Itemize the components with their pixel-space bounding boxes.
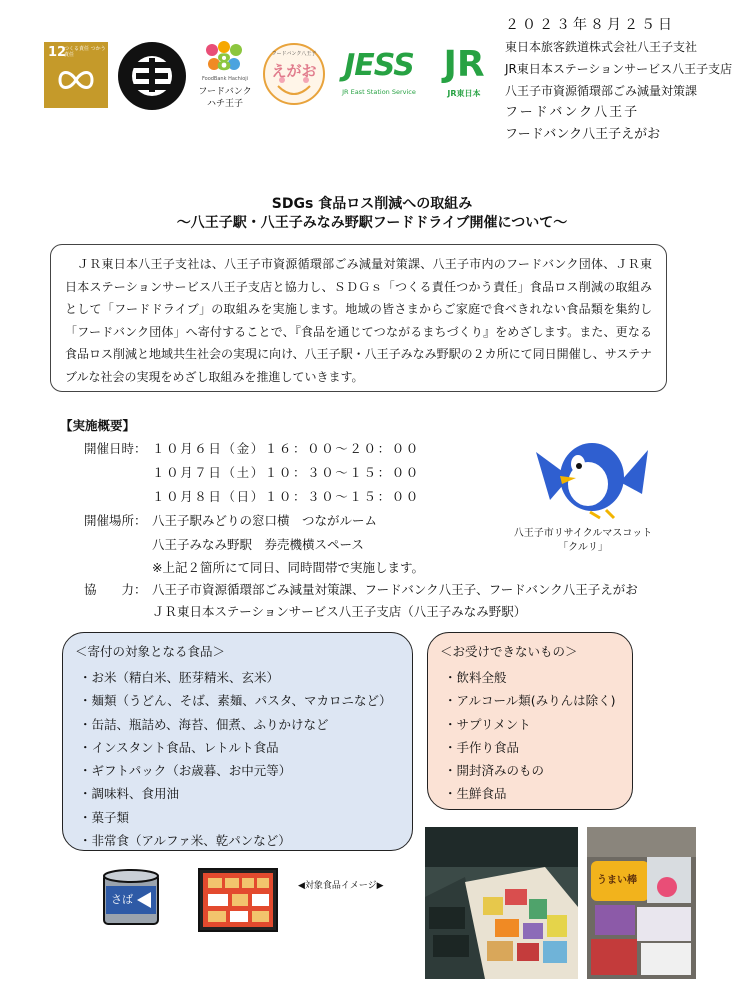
list-item: ・生鮮食品 — [444, 786, 507, 802]
list-item: ・サプリメント — [444, 716, 531, 732]
event-date: １０月８日（日）１０：３０～１５：００ — [152, 489, 420, 504]
food-crates-photo — [425, 827, 578, 979]
foodbank-egao-logo: フードバンク八王子 えがお — [262, 40, 326, 110]
list-item: ・開封済みのもの — [444, 763, 545, 779]
sender-line: フードバンク八王子えがお — [505, 127, 661, 142]
photo-snacks-bag: うまい棒 — [587, 827, 696, 979]
list-item: ・お米（精白米、胚芽精米、玄米） — [79, 670, 280, 685]
list-item: ・麺類（うどん、そば、素麺、パスタ、マカロニなど） — [79, 693, 392, 709]
sender-line: JR東日本ステーションサービス八王子支店 — [505, 62, 733, 76]
rejected-list — [444, 666, 616, 806]
cooperation: 八王子市資源循環部ごみ減量対策課、フードバンク八王子、フードバンク八王子えがお — [152, 582, 638, 597]
kururi-mascot-bird — [530, 422, 650, 522]
event-date: １０月７日（土）１０：３０～１５：００ — [152, 465, 420, 480]
venue: 八王子みなみ野駅 券売機横スペース — [152, 537, 364, 552]
list-item: ・飲料全般 — [444, 670, 507, 685]
venue-note: ※上記２箇所にて同日、同時間帯で実施します。 — [152, 560, 424, 575]
hachioji-city-emblem — [116, 40, 188, 112]
cooperation: ＪＲ東日本ステーションサービス八王子支店（八王子みなみ野駅） — [152, 604, 527, 619]
food-cluster-icon — [204, 40, 244, 76]
page-title: SDGs 食品ロス削減への取組み — [271, 196, 473, 212]
list-item: ・インスタント食品、レトルト食品 — [79, 739, 279, 755]
list-item: ・調味料、食用油 — [79, 786, 180, 802]
infinity-icon — [56, 68, 96, 92]
accepted-foods-box — [62, 632, 413, 851]
foodbank-hachioji-logo: 8 FoodBank Hachioji フードバンク ハチ王子 — [192, 40, 258, 110]
list-item: ・ギフトパック（お歳暮、お中元等） — [79, 763, 292, 779]
overview-heading: 【実施概要】 — [60, 418, 136, 433]
accepted-list — [79, 666, 392, 852]
list-item: ・アルコール類(みりんは除く) — [444, 693, 616, 709]
snacks-bag-photo — [587, 827, 696, 979]
rejected-heading: ＜お受けできないもの＞ — [440, 644, 578, 659]
intro-paragraph: ＪＲ東日本八王子支社は、八王子市資源循環部ごみ減量対策課、八王子市内のフードバンク団体、ＪＲ東日本ステーションサービス八王子支店と協力し、ＳＤＧｓ「つくる責任つかう責任」食品ロス削減の取組みとして「フードドライブ」の取組みを実施します。地域の皆さまからご家庭で食べきれない食品類を集約し「フードバンク団体」へ寄付することで、『食品を通じてつながるまちづくり』をめざします。また、更なる食品ロス削減と地域共生社会の実現に向け、八王子駅・八王子みなみ野駅の２カ所にて同日開催し、サステナブルな社会の実現をめざし取組みを推進していきます。 — [50, 244, 667, 392]
datetime-label: 開催日時： — [84, 441, 147, 456]
venue-label: 開催場所： — [84, 513, 147, 528]
image-caption: ◀対象食品イメージ▶ — [298, 881, 384, 891]
venue: 八王子駅みどりの窓口横 つながルーム — [152, 513, 378, 528]
event-date: １０月６日（金）１６：００～２０：００ — [152, 441, 420, 456]
sender-line: 東日本旅客鉄道株式会社八王子支社 — [505, 40, 698, 54]
list-item: ・手作り食品 — [444, 739, 520, 755]
rejected-items-box — [427, 632, 633, 810]
svg-text:8: 8 — [216, 51, 232, 76]
jess-logo: JESS JR East Station Service — [342, 48, 416, 96]
sender-block — [505, 14, 740, 146]
mascot-caption: 八王子市リサイクルマスコット 「クルリ」 — [513, 528, 653, 553]
gift-pack-illustration — [198, 868, 278, 932]
list-item: ・缶詰、瓶詰め、海苔、佃煮、ふりかけなど — [79, 716, 329, 732]
sender-line: フードバンク八王子 — [505, 105, 640, 120]
accepted-heading: ＜寄付の対象となる食品＞ — [75, 644, 226, 659]
list-item: ・非常食（アルファ米、乾パンなど） — [79, 833, 291, 849]
list-item: ・菓子類 — [79, 809, 130, 825]
sender-line: 八王子市資源循環部ごみ減量対策課 — [505, 84, 698, 98]
photo-food-crates — [425, 827, 578, 979]
page-subtitle: ～八王子駅・八王子みなみ野駅フードドライブ開催について～ — [176, 215, 568, 231]
issue-date: ２０２３年８月２５日 — [505, 17, 675, 33]
canned-mackerel-illustration: さば — [103, 868, 159, 930]
sdg-12-logo: 12 つくる責任 つかう責任 — [44, 42, 108, 108]
jr-east-logo: JR JR東日本 — [443, 44, 485, 98]
cooperation-label: 協 力： — [84, 582, 147, 597]
